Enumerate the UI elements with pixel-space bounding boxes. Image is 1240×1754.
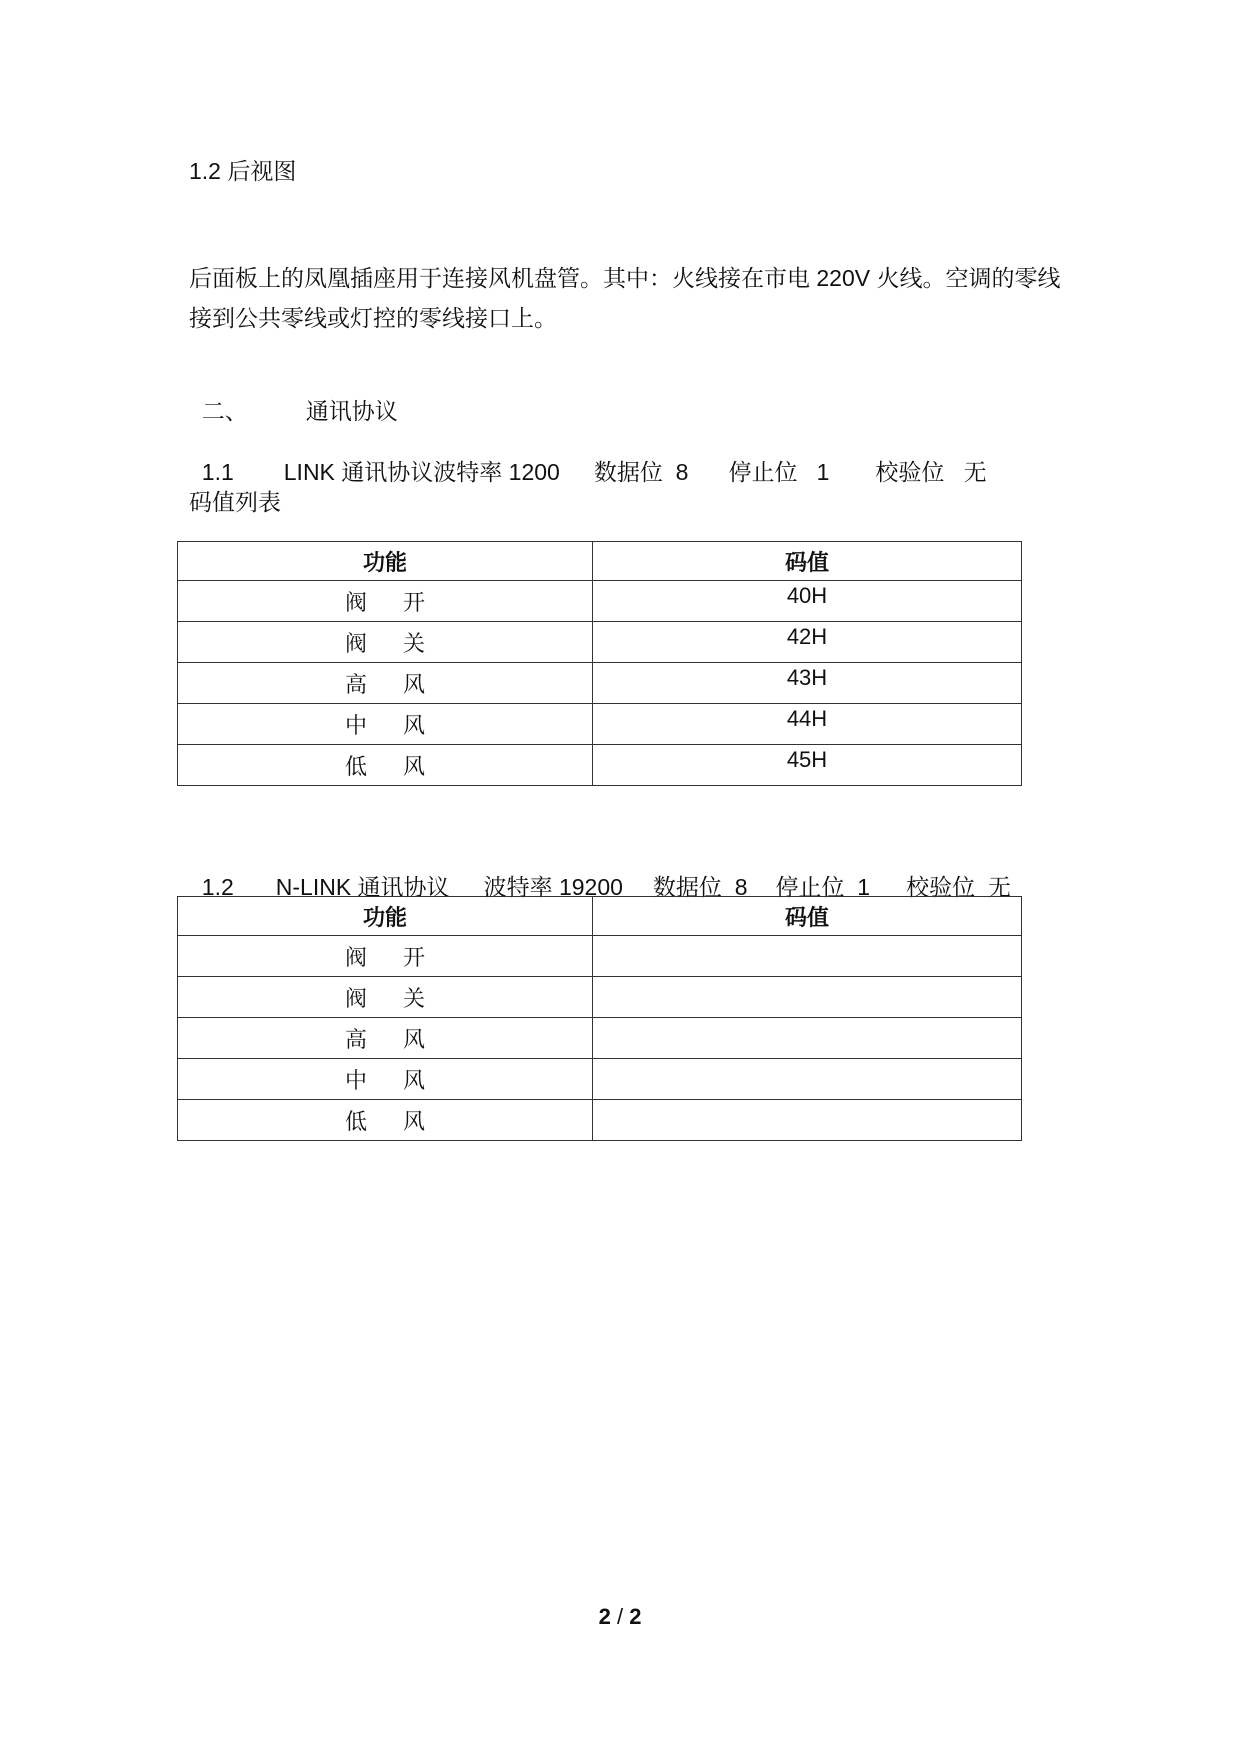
function-cell	[178, 1100, 593, 1141]
table-header-row	[178, 542, 1022, 581]
nlink-baud: 波特率 19200	[483, 874, 623, 900]
code-table-nlink	[177, 896, 1022, 1141]
section-number: 二、	[201, 398, 248, 424]
header-function: 功能	[178, 542, 593, 581]
function-char: 开	[403, 589, 426, 615]
header-code: 码值	[593, 542, 1022, 581]
page-number: 2	[598, 1604, 611, 1629]
table-row	[178, 622, 1022, 663]
code-cell: 45H	[593, 745, 1022, 786]
page-footer	[0, 1604, 1240, 1630]
table-row	[178, 581, 1022, 622]
table-row	[178, 704, 1022, 745]
code-cell	[593, 977, 1022, 1018]
code-list-title: 码值列表	[189, 489, 281, 515]
code-cell: 42H	[593, 622, 1022, 663]
function-char: 风	[403, 1067, 426, 1093]
function-cell	[178, 1018, 593, 1059]
table-row	[178, 936, 1022, 977]
function-char: 高	[344, 1026, 367, 1052]
table-header-row	[178, 897, 1022, 936]
function-char: 阀	[344, 985, 367, 1011]
function-cell	[178, 663, 593, 704]
table-row	[178, 1018, 1022, 1059]
function-cell	[178, 1059, 593, 1100]
header-code: 码值	[593, 897, 1022, 936]
function-char: 阀	[344, 944, 367, 970]
function-char: 阀	[344, 589, 367, 615]
rear-description-line-1: 后面板上的凤凰插座用于连接风机盘管。其中：火线接在市电 220V 火线。空调的零线	[189, 265, 1061, 291]
code-table-link	[177, 541, 1022, 786]
function-char: 中	[344, 712, 367, 738]
nlink-stopbits: 停止位 1	[775, 874, 871, 900]
function-char: 关	[403, 985, 426, 1011]
function-char: 阀	[344, 630, 367, 656]
code-cell	[593, 1100, 1022, 1141]
function-char: 中	[344, 1067, 367, 1093]
link-protocol-line	[189, 427, 987, 487]
table-row	[178, 745, 1022, 786]
section-title: 通讯协议	[305, 398, 398, 424]
function-cell	[178, 581, 593, 622]
code-cell: 43H	[593, 663, 1022, 704]
function-cell	[178, 936, 593, 977]
table-row	[178, 977, 1022, 1018]
function-char: 风	[403, 753, 426, 779]
function-char: 风	[403, 1026, 426, 1052]
page-total: 2	[629, 1604, 642, 1629]
nlink-protocol-name: N-LINK 通讯协议	[275, 874, 450, 900]
code-cell: 44H	[593, 704, 1022, 745]
table-row	[178, 663, 1022, 704]
link-stopbits: 停止位 1	[728, 459, 830, 485]
link-protocol-name: LINK 通讯协议波特率 1200	[283, 459, 560, 485]
function-char: 风	[403, 712, 426, 738]
code-cell: 40H	[593, 581, 1022, 622]
link-number: 1.1	[201, 459, 234, 485]
code-cell	[593, 1018, 1022, 1059]
function-cell	[178, 745, 593, 786]
function-char: 关	[403, 630, 426, 656]
table-row	[178, 1100, 1022, 1141]
section-heading-protocol	[189, 366, 398, 426]
function-cell	[178, 977, 593, 1018]
code-cell	[593, 1059, 1022, 1100]
section-heading-rear-view: 1.2 后视图	[189, 158, 297, 184]
function-char: 风	[403, 671, 426, 697]
function-char: 低	[344, 1108, 367, 1134]
table-row	[178, 1059, 1022, 1100]
header-function: 功能	[178, 897, 593, 936]
function-char: 低	[344, 753, 367, 779]
function-cell	[178, 622, 593, 663]
function-char: 高	[344, 671, 367, 697]
link-databits: 数据位 8	[593, 459, 689, 485]
function-char: 开	[403, 944, 426, 970]
nlink-protocol-line	[189, 842, 1011, 902]
function-cell	[178, 704, 593, 745]
nlink-databits: 数据位 8	[652, 874, 748, 900]
code-cell	[593, 936, 1022, 977]
rear-description-line-2: 接到公共零线或灯控的零线接口上。	[189, 305, 557, 331]
function-char: 风	[403, 1108, 426, 1134]
page-separator: /	[616, 1604, 624, 1629]
nlink-number: 1.2	[201, 874, 234, 900]
link-parity: 校验位 无	[875, 459, 987, 485]
nlink-parity: 校验位 无	[906, 874, 1011, 900]
